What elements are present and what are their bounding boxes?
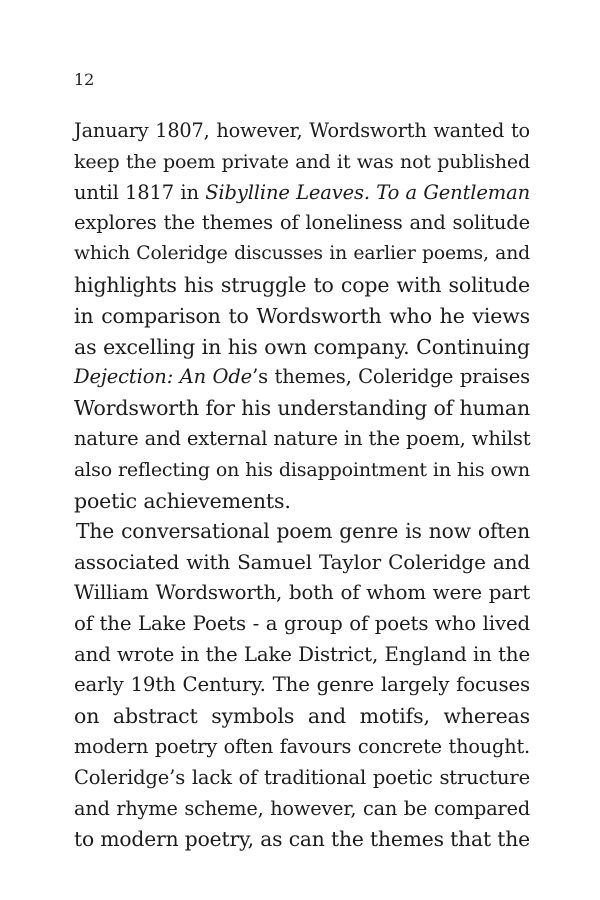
text-run: to modern poetry, as can the themes that the	[74, 827, 530, 852]
text-line	[74, 670, 530, 701]
body-text	[74, 116, 530, 855]
text-line	[74, 301, 530, 332]
text-line	[74, 732, 530, 763]
text-run: on abstract symbols and motifs, whereas	[74, 704, 530, 729]
text-run: of the Lake Poets - a group of poets who lived	[74, 611, 530, 635]
text-line	[74, 516, 530, 547]
text-line	[74, 362, 530, 393]
text-line	[74, 270, 530, 301]
text-line	[74, 578, 530, 609]
text-line	[74, 763, 530, 794]
text-run: nature and external nature in the poem, whilst	[74, 426, 531, 450]
text-line	[74, 455, 530, 486]
text-run: early 19th Century. The genre largely focuses	[74, 673, 530, 697]
text-run: until 1817 in	[74, 180, 206, 204]
text-run: Coleridge’s lack of traditional poetic structure	[74, 765, 530, 789]
text-run: and wrote in the Lake District, England in the	[74, 642, 530, 666]
text-line	[74, 486, 530, 517]
text-line	[74, 609, 530, 640]
text-line	[74, 824, 530, 855]
text-run: associated with Samuel Taylor Coleridge and	[74, 550, 530, 575]
text-run: Wordsworth for his understanding of human	[74, 396, 530, 421]
page-number: 12	[74, 70, 95, 89]
paragraph	[74, 116, 530, 516]
text-line	[74, 393, 530, 424]
text-run: January 1807, however, Wordsworth wanted to	[74, 119, 530, 142]
text-line	[74, 178, 530, 209]
text-line	[74, 116, 530, 147]
text-run: keep the poem private and it was not published	[74, 150, 530, 173]
text-line	[74, 332, 530, 363]
text-run: which Coleridge discusses in earlier poems, and	[74, 243, 530, 265]
text-run: ’s themes, Coleridge praises	[252, 365, 530, 389]
text-run: also reflecting on his disappointment in his own	[74, 458, 530, 481]
text-line	[74, 547, 530, 578]
text-line	[74, 701, 530, 732]
text-line	[74, 239, 530, 270]
text-line	[74, 640, 530, 671]
text-run: explores the themes of loneliness and solitude	[74, 211, 530, 235]
text-run: as excelling in his own company. Continuing	[74, 334, 530, 359]
text-run: poetic achievements.	[74, 488, 291, 513]
text-line	[74, 147, 530, 178]
text-run: and rhyme scheme, however, can be compared	[74, 796, 530, 820]
text-run: highlights his struggle to cope with solitude	[74, 272, 530, 297]
text-line	[74, 794, 530, 825]
text-run: modern poetry often favours concrete thought.	[74, 734, 530, 758]
italic-title: Dejection: An Ode	[74, 365, 253, 389]
text-run: William Wordsworth, both of whom were part	[74, 580, 530, 604]
text-run: The conversational poem genre is now often	[76, 519, 530, 544]
italic-title: Sibylline Leaves. To a Gentleman	[205, 180, 530, 204]
text-line	[74, 208, 530, 239]
text-run: in comparison to Wordsworth who he views	[74, 303, 530, 328]
paragraph	[74, 516, 530, 855]
text-line	[74, 424, 530, 455]
